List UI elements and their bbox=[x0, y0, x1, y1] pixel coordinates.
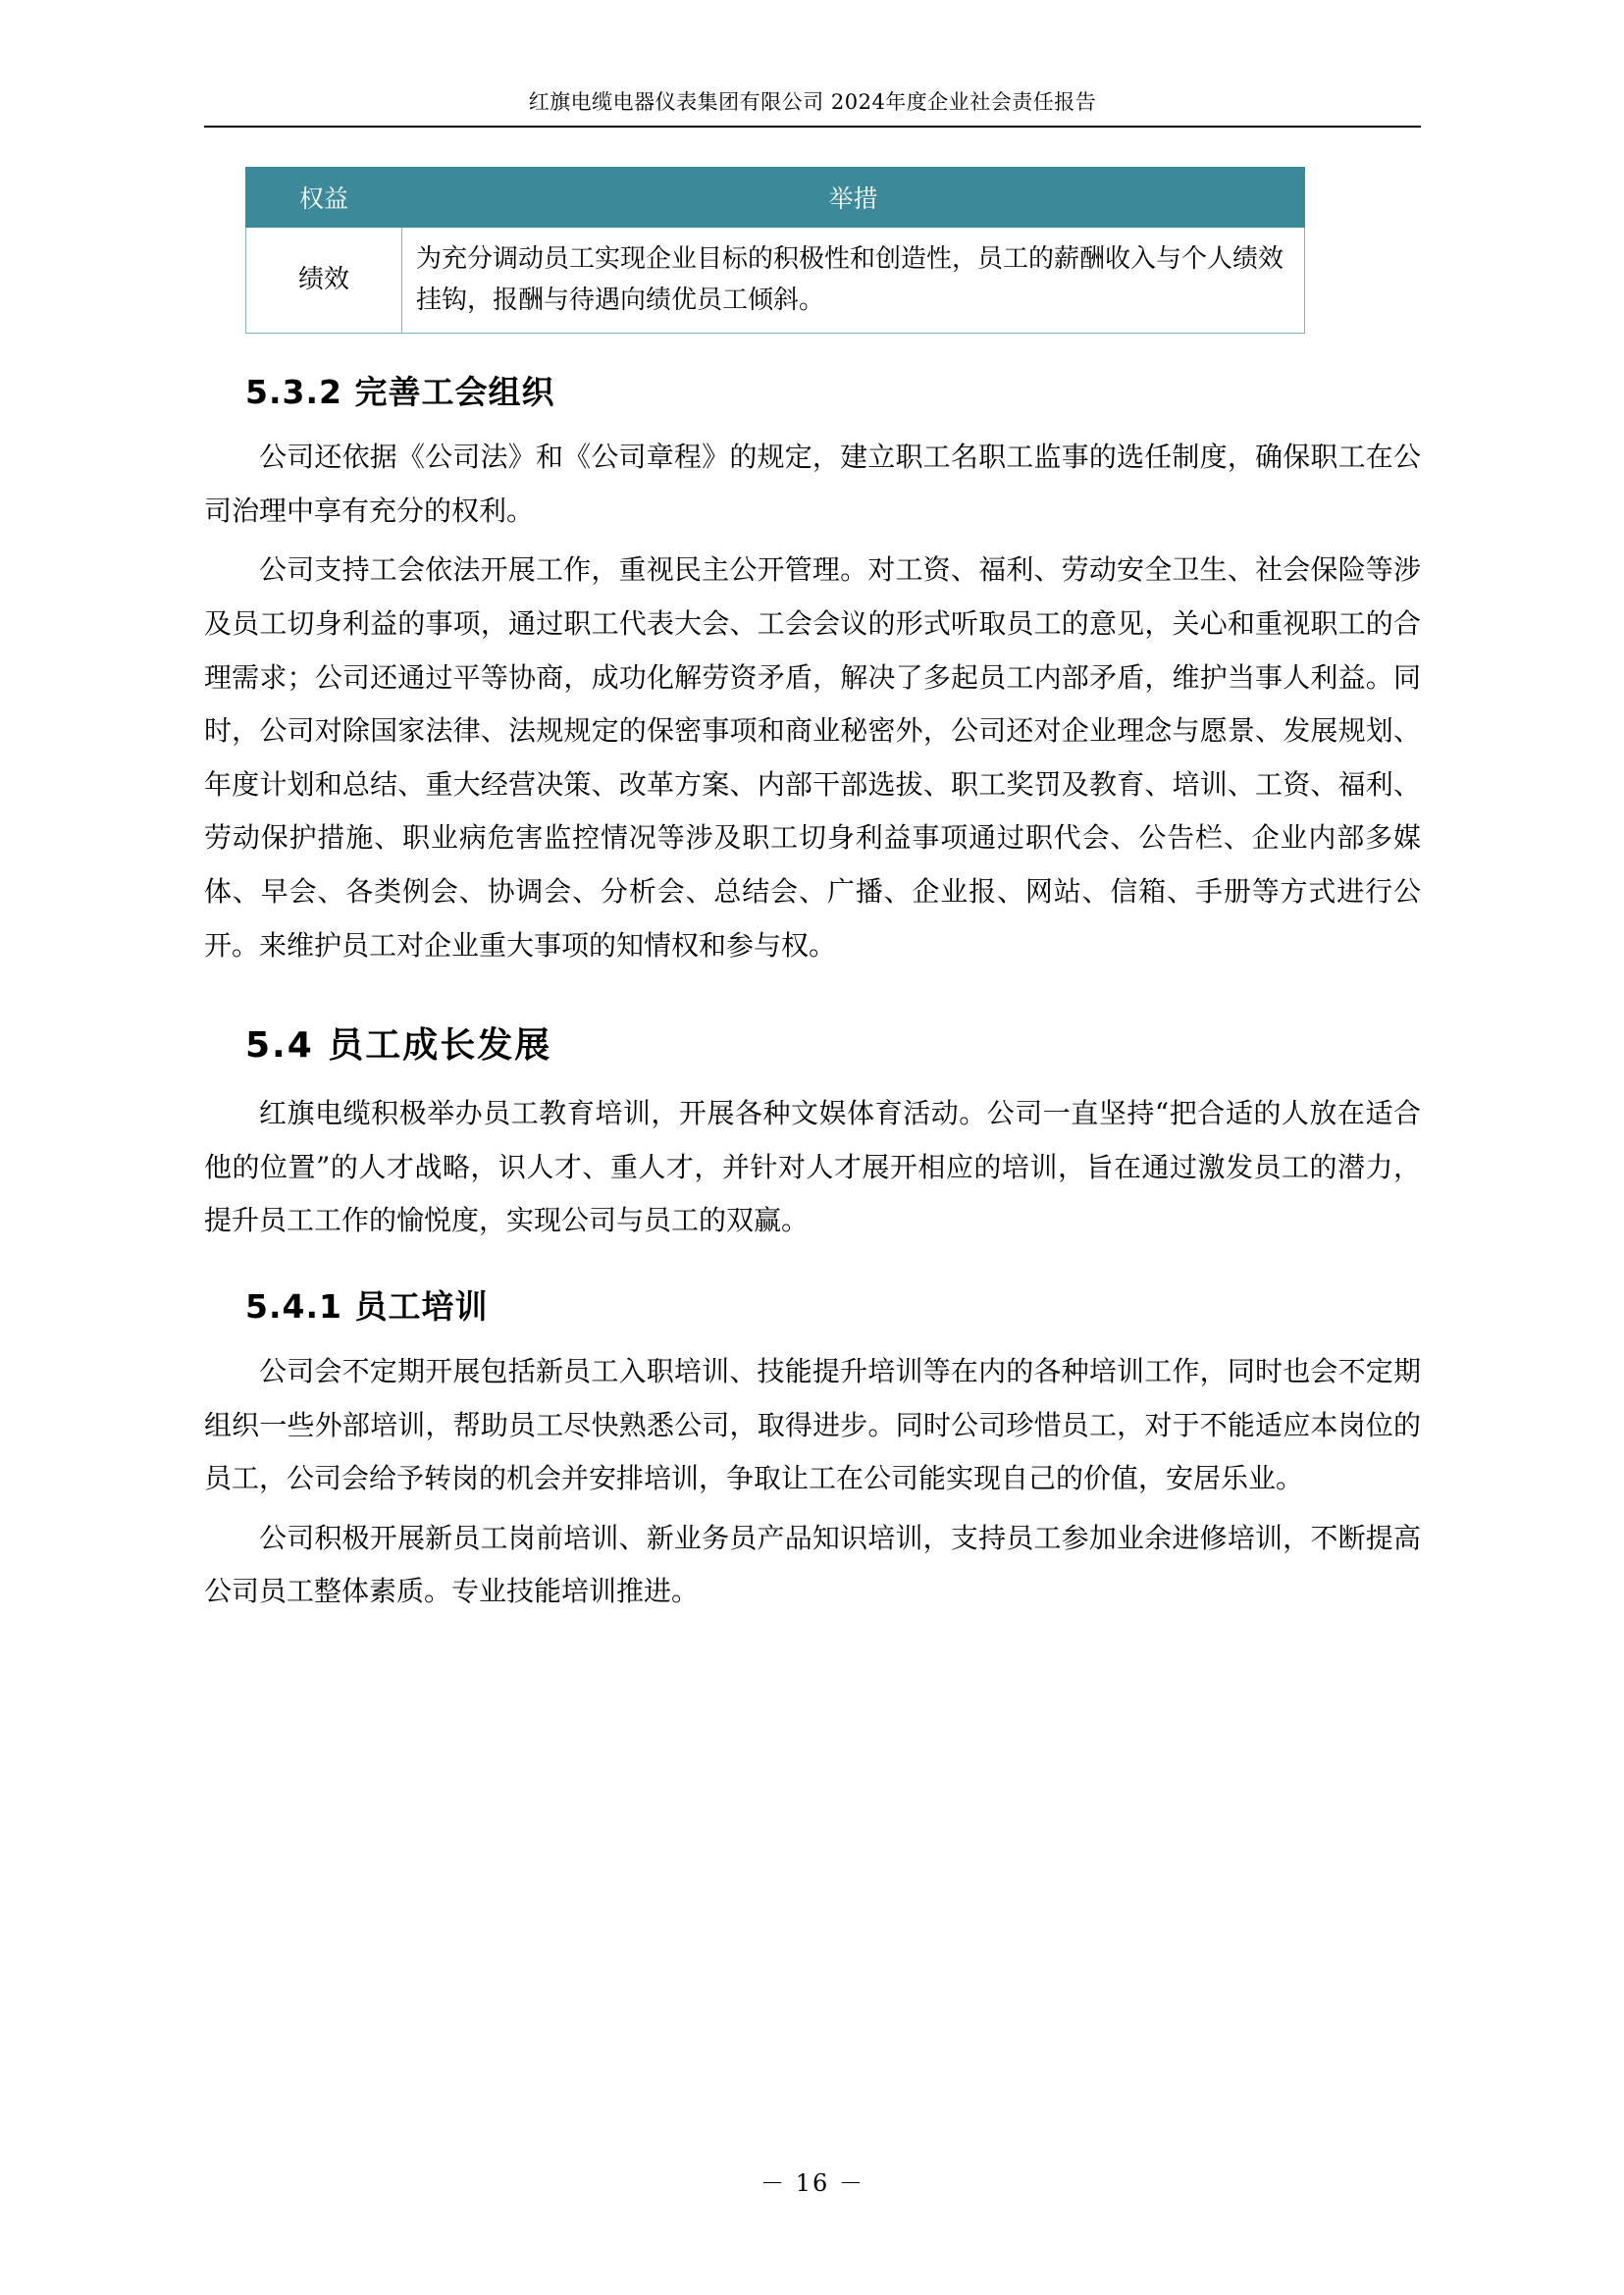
table-header bbox=[246, 168, 1305, 228]
page-header: 红旗电缆电器仪表集团有限公司 2024年度企业社会责任报告 bbox=[528, 90, 1097, 114]
section-heading-growth: 5.4 员工成长发展 bbox=[245, 1025, 552, 1067]
column-header-measures: 举措 bbox=[402, 168, 1305, 228]
paragraph-training-1: 公司会不定期开展包括新员工入职培训、技能提升培训等在内的各种培训工作，同时也会不定期组织一些外部培训，帮助员工尽快熟悉公司，取得进步。同时公司珍惜员工，对于不能适应本岗位的员工，公司会给予转岗的机会并安排培训，争取让工在公司能实现自己的价值，安居乐业。 bbox=[204, 1354, 1421, 1495]
paragraph-training-2: 公司积极开展新员工岗前培训、新业务员产品知识培训，支持员工参加业余进修培训，不断提高公司员工整体素质。专业技能培训推进。 bbox=[204, 1521, 1421, 1608]
section-heading-training: 5.4.1 员工培训 bbox=[245, 1286, 489, 1326]
cell-rights: 绩效 bbox=[246, 228, 402, 334]
cell-measure: 为充分调动员工实现企业目标的积极性和创造性，员工的薪酬收入与个人绩效挂钩，报酬与待遇向绩优员工倾斜。 bbox=[402, 228, 1305, 334]
table-row bbox=[246, 228, 1305, 334]
page-content bbox=[204, 167, 1421, 1625]
paragraph-growth-1: 红旗电缆积极举办员工教育培训，开展各种文娱体育活动。公司一直坚持“把合适的人放在适合他的位置”的人才战略，识人才、重人才，并针对人才展开相应的培训，旨在通过激发员工的潜力，提升员工工作的愉悦度，实现公司与员工的双赢。 bbox=[204, 1097, 1421, 1237]
benefit-measures-table bbox=[245, 167, 1305, 334]
table-body bbox=[246, 228, 1305, 334]
section-heading-union: 5.3.2 完善工会组织 bbox=[245, 373, 555, 412]
paragraph-union-1: 公司还依据《公司法》和《公司章程》的规定，建立职工名职工监事的选任制度，确保职工在公司治理中享有充分的权利。 bbox=[204, 441, 1421, 527]
paragraph-union-2: 公司支持工会依法开展工作，重视民主公开管理。对工资、福利、劳动安全卫生、社会保险等涉及员工切身利益的事项，通过职工代表大会、工会会议的形式听取员工的意见，关心和重视职工的合理需求；公司还通过平等协商，成功化解劳资矛盾，解决了多起员工内部矛盾，维护当事人利益。同时，公司对除国家法律、法规规定的保密事项和商业秘密外，公司还对企业理念与愿景、发展规划、年度计划和总结、重大经营决策、改革方案、内部干部选拔、职工奖罚及教育、培训、工资、福利、劳动保护措施、职业病危害监控情况等涉及职工切身利益事项通过职代会、公告栏、企业内部多媒体、早会、各类例会、协调会、分析会、总结会、广播、企业报、网站、信箱、手册等方式进行公开。来维护员工对企业重大事项的知情权和参与权。 bbox=[204, 553, 1421, 962]
column-header-rights: 权益 bbox=[246, 168, 402, 228]
table-header-row bbox=[246, 168, 1305, 228]
header-divider bbox=[204, 126, 1421, 128]
page-footer: － 16 － bbox=[760, 2169, 864, 2197]
